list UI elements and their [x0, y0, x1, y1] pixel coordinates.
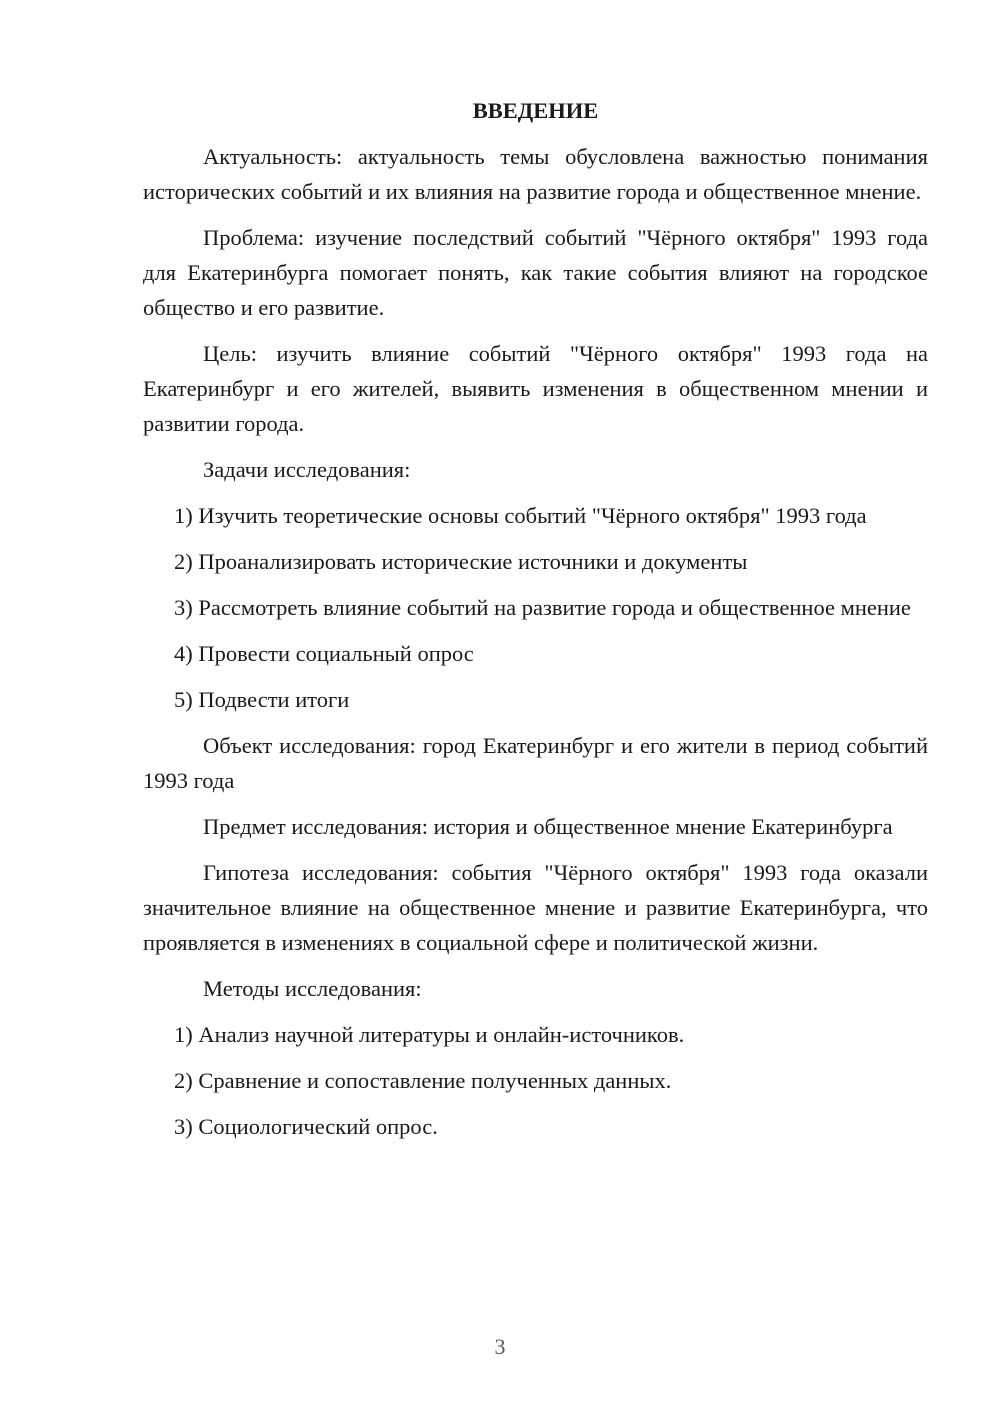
document-page: [143, 93, 928, 1155]
task-item: 1) Изучить теоретические основы событий "Чёрного октября" 1993 года: [174, 503, 867, 528]
problem-paragraph: Проблема: изучение последствий событий "Чёрного октября" 1993 года для Екатеринбурга помогает понять, как такие события влияют на городское общество и его развитие.: [143, 225, 928, 320]
subject-paragraph: Предмет исследования: история и общественное мнение Екатеринбурга: [203, 814, 893, 839]
section-title: ВВЕДЕНИЕ: [472, 98, 599, 123]
object-paragraph: Объект исследования: город Екатеринбург и его жители в период событий 1993 года: [143, 733, 928, 793]
method-item: 3) Социологический опрос.: [174, 1114, 438, 1139]
task-item: 5) Подвести итоги: [174, 687, 350, 712]
task-item: 4) Провести социальный опрос: [174, 641, 474, 666]
hypothesis-paragraph: Гипотеза исследования: события "Чёрного октября" 1993 года оказали значительное влияние на общественное мнение и развитие Екатеринбурга, что проявляется в изменениях в социальной сфере и политической жизни.: [143, 860, 928, 955]
methods-heading: Методы исследования:: [203, 976, 422, 1001]
tasks-heading: Задачи исследования:: [203, 457, 411, 482]
method-item: 1) Анализ научной литературы и онлайн-источников.: [174, 1022, 685, 1047]
task-item: 3) Рассмотреть влияние событий на развитие города и общественное мнение: [174, 595, 911, 620]
relevance-paragraph: Актуальность: актуальность темы обусловлена важностью понимания исторических событий и их влияния на развитие города и общественное мнение.: [143, 144, 928, 204]
method-item: 2) Сравнение и сопоставление полученных данных.: [174, 1068, 672, 1093]
task-item: 2) Проанализировать исторические источники и документы: [174, 549, 748, 574]
goal-paragraph: Цель: изучить влияние событий "Чёрного октября" 1993 года на Екатеринбург и его жителей, выявить изменения в общественном мнении и развитии города.: [143, 341, 928, 436]
page-number: 3: [494, 1334, 506, 1359]
